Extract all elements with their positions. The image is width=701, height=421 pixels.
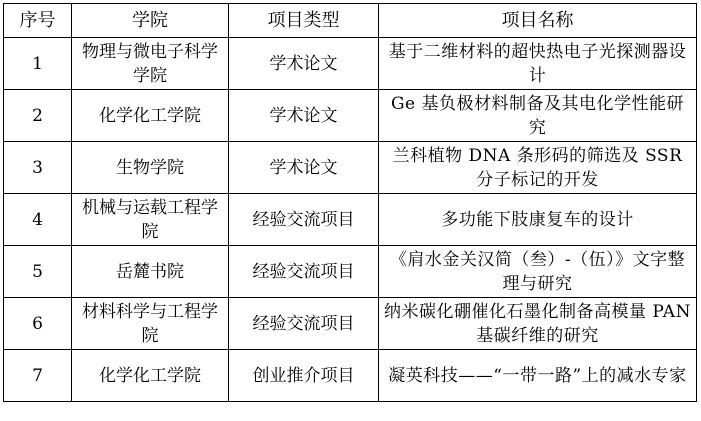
table-row xyxy=(4,298,697,350)
header-row xyxy=(4,4,697,38)
row-college: 生物学院 xyxy=(72,142,229,194)
row-title: 凝英科技——“一带一路”上的减水专家 xyxy=(379,350,697,402)
project-table xyxy=(3,3,697,402)
row-no: 6 xyxy=(4,298,72,350)
row-no: 7 xyxy=(4,350,72,402)
table-row xyxy=(4,350,697,402)
row-title: 兰科植物 DNA 条形码的筛选及 SSR 分子标记的开发 xyxy=(379,142,697,194)
header-college: 学院 xyxy=(72,4,229,38)
row-type: 学术论文 xyxy=(229,38,379,90)
row-college: 化学化工学院 xyxy=(72,350,229,402)
row-type: 学术论文 xyxy=(229,90,379,142)
row-college: 物理与微电子科学学院 xyxy=(72,38,229,90)
table-row xyxy=(4,142,697,194)
table-row xyxy=(4,90,697,142)
row-no: 3 xyxy=(4,142,72,194)
row-type: 经验交流项目 xyxy=(229,298,379,350)
row-college: 化学化工学院 xyxy=(72,90,229,142)
row-title: 《肩水金关汉简（叁）-（伍）》文字整理与研究 xyxy=(379,246,697,298)
table-row xyxy=(4,194,697,246)
row-college: 机械与运载工程学院 xyxy=(72,194,229,246)
header-no: 序号 xyxy=(4,4,72,38)
row-type: 经验交流项目 xyxy=(229,194,379,246)
table-row xyxy=(4,38,697,90)
row-type: 经验交流项目 xyxy=(229,246,379,298)
header-type: 项目类型 xyxy=(229,4,379,38)
row-no: 2 xyxy=(4,90,72,142)
header-title: 项目名称 xyxy=(379,4,697,38)
row-title: 基于二维材料的超快热电子光探测器设计 xyxy=(379,38,697,90)
row-college: 材料科学与工程学院 xyxy=(72,298,229,350)
row-title: 多功能下肢康复车的设计 xyxy=(379,194,697,246)
row-no: 4 xyxy=(4,194,72,246)
row-college: 岳麓书院 xyxy=(72,246,229,298)
row-title: Ge 基负极材料制备及其电化学性能研究 xyxy=(379,90,697,142)
row-title: 纳米碳化硼催化石墨化制备高模量 PAN 基碳纤维的研究 xyxy=(379,298,697,350)
row-type: 学术论文 xyxy=(229,142,379,194)
row-no: 5 xyxy=(4,246,72,298)
row-no: 1 xyxy=(4,38,72,90)
row-type: 创业推介项目 xyxy=(229,350,379,402)
table-row xyxy=(4,246,697,298)
